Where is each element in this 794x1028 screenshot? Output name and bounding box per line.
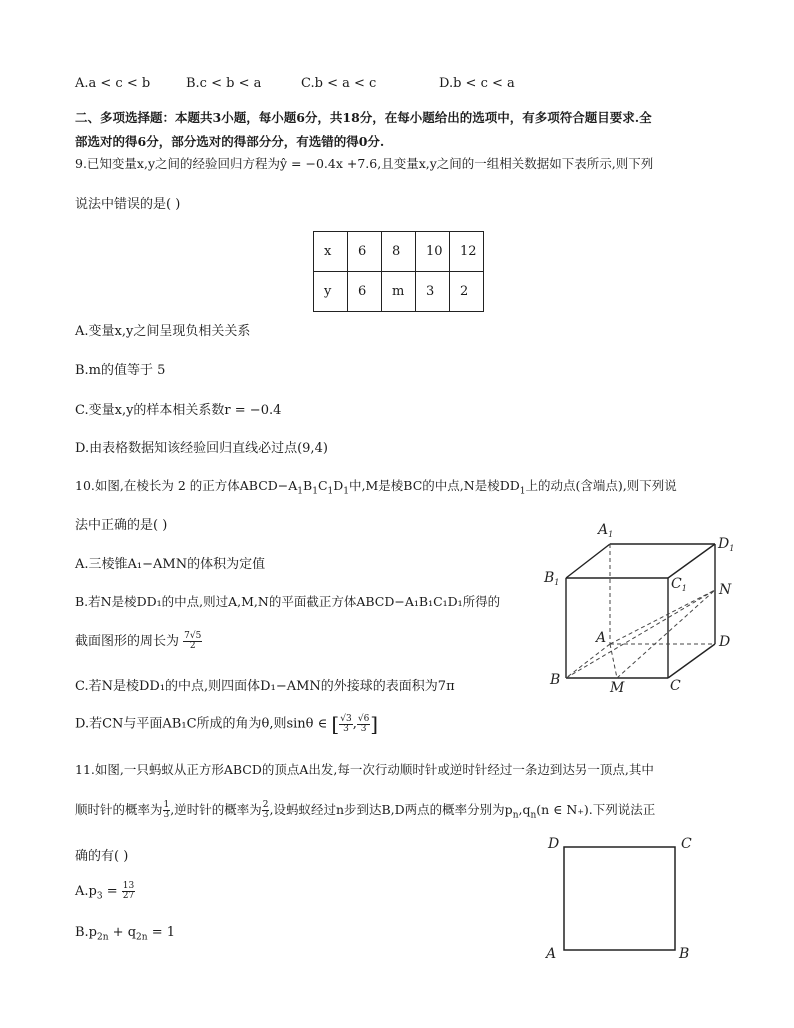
q11-stem-text: ,设蚂蚁经过n步到达B,D两点的概率分别为p — [269, 802, 513, 817]
q9-option-b: B.m的值等于 5 — [75, 363, 166, 378]
table-cell: x — [314, 232, 348, 272]
q10-stem-text: 10.如图,在棱长为 2 的正方体ABCD−A — [75, 478, 298, 493]
table-cell: y — [314, 272, 348, 312]
fraction-denominator: 3 — [343, 723, 349, 734]
fraction-denominator: 3 — [360, 723, 367, 734]
q11-stem-text: (n ∈ N₊).下列说法正 — [536, 802, 656, 817]
q11-stem-line2 — [75, 800, 655, 821]
square-abcd — [564, 847, 675, 950]
subscript: 2n — [136, 932, 148, 943]
q11-stem-text: ,逆时针的概率为 — [170, 802, 262, 817]
interval-bracket-close: ] — [370, 712, 379, 736]
table-cell: 3 — [416, 272, 450, 312]
fraction-numerator: √3 — [340, 713, 352, 724]
label-d: D — [548, 836, 560, 852]
table-cell: 6 — [348, 232, 382, 272]
fraction — [122, 882, 135, 901]
edge-c-d — [668, 644, 715, 678]
comma: , — [352, 716, 357, 732]
q8-option-b: B.c < b < a — [186, 76, 262, 91]
fraction — [357, 715, 370, 734]
fraction-numerator: 13 — [122, 881, 135, 891]
subscript: 1 — [312, 486, 318, 497]
q10-stem-text: C — [317, 478, 328, 493]
q10-stem-text: D — [333, 478, 344, 493]
label-b: B — [679, 946, 690, 962]
q11-stem-line3: 确的有( ) — [75, 849, 129, 864]
q10-stem-line1 — [75, 476, 677, 497]
subscript: 1 — [343, 486, 350, 497]
fraction-numerator: 1 — [163, 800, 170, 810]
q11-option-b — [75, 925, 175, 943]
subscript: 1 — [327, 486, 334, 497]
table-cell: 6 — [348, 272, 382, 312]
section2-line1: 二、多项选择题：本题共3小题，每小题6分，共18分，在每小题给出的选项中，有多项符合题目要求.全 — [75, 110, 652, 125]
q9-data-table — [313, 231, 484, 312]
q9-option-d: D.由表格数据知该经验回归直线必过点(9,4) — [75, 441, 328, 456]
label-a: A — [546, 946, 557, 962]
q11-option-a-text: = — [102, 884, 122, 899]
table-cell: 8 — [382, 232, 416, 272]
label-d: D — [719, 634, 731, 650]
fraction-numerator: √6 — [357, 713, 370, 724]
q10-option-c — [75, 675, 455, 694]
subscript: n — [530, 810, 537, 821]
q11-option-a — [75, 882, 135, 902]
cube-figure — [538, 512, 748, 702]
subscript: 1 — [297, 486, 304, 497]
fraction-denominator: 27 — [122, 891, 135, 901]
q10-option-b-line1: B.若N是棱DD₁的中点,则过A,M,N的平面截正方体ABCD−A₁B₁C₁D₁所得的 — [75, 594, 501, 609]
section2-line2: 部选对的得6分，部分选对的得部分分，有选错的得0分. — [75, 134, 385, 149]
edge-c1-d1 — [668, 544, 715, 578]
fraction-numerator: 7√5 — [184, 631, 202, 641]
subscript: 1 — [519, 486, 526, 497]
q9-option-c: C.变量x,y的样本相关系数r = −0.4 — [75, 403, 282, 418]
q9-option-a: A.变量x,y之间呈现负相关关系 — [75, 324, 251, 339]
q8-option-a: A.a < c < b — [75, 76, 151, 91]
fraction-denominator: 2 — [189, 641, 196, 651]
fraction-denominator: 3 — [163, 810, 170, 820]
label-c1: $C_1$ — [671, 576, 687, 593]
q8-option-c: C.b < a < c — [301, 76, 377, 91]
hidden-edge-a-m — [610, 644, 617, 678]
fraction-numerator: 2 — [262, 800, 269, 810]
q10-option-c-text: C.若N是棱DD₁的中点,则四面体D₁−AMN的外接球的表面积为 — [75, 679, 438, 694]
fraction — [183, 632, 202, 651]
label-n: N — [719, 582, 732, 598]
hidden-edge-m-n — [617, 590, 715, 678]
q10-option-d-text: D.若CN与平面AB₁C所成的角为θ,则sin⁡θ ∈ — [75, 716, 328, 732]
label-b1: $B_1$ — [544, 570, 560, 587]
label-d1: $D_1$ — [718, 536, 735, 553]
q10-stem-line2: 法中正确的是( ) — [75, 518, 168, 533]
q9-stem-line1: 9.已知变量x,y之间的经验回归方程为ŷ = −0.4x +7.6,且变量x,y之间的一组相关数据如下表所示,则下列 — [75, 156, 654, 171]
q10-option-c-value: 7π — [437, 679, 455, 694]
q10-option-b-text: 截面图形的周长为 — [75, 634, 180, 649]
square-figure — [540, 830, 710, 965]
label-b: B — [550, 672, 561, 688]
q11-option-b-text: B.p — [75, 925, 98, 940]
table-row — [314, 232, 484, 272]
q10-option-a: A.三棱锥A₁−AMN的体积为定值 — [75, 557, 266, 572]
fraction — [339, 715, 352, 734]
hidden-edge-b-n — [566, 590, 715, 678]
table-cell: m — [382, 272, 416, 312]
table-row — [314, 272, 484, 312]
q11-option-b-text: = 1 — [147, 925, 175, 940]
q10-option-d — [75, 712, 378, 736]
q11-stem-text: 顺时针的概率为 — [75, 802, 163, 817]
q8-options — [75, 76, 575, 94]
q11-option-b-text: + q — [108, 925, 137, 940]
label-a: A — [596, 630, 607, 646]
label-c: C — [681, 836, 692, 852]
hidden-edge-a-b — [566, 644, 610, 678]
q11-stem-line1: 11.如图,一只蚂蚁从正方形ABCD的顶点A出发,每一次行动顺时针或逆时针经过一条边到达另一顶点,其中 — [75, 762, 654, 777]
label-c: C — [670, 678, 681, 694]
q10-stem-text: 中,M是棱BC的中点,N是棱DD — [349, 478, 520, 493]
q9-stem-line2: 说法中错误的是( ) — [75, 197, 181, 212]
q10-stem-text: B — [303, 478, 313, 493]
edge-b1-a1 — [566, 544, 610, 578]
q10-option-b-line2 — [75, 630, 202, 651]
table-cell: 2 — [450, 272, 484, 312]
hidden-edge-a-n — [610, 590, 715, 644]
q10-stem-text: 上的动点(含端点),则下列说 — [525, 478, 677, 493]
label-m: M — [610, 680, 625, 696]
subscript: 2n — [97, 932, 109, 943]
fraction-denominator: 3 — [262, 810, 269, 820]
interval-bracket-open: [ — [331, 712, 340, 736]
label-a1: $A_1$ — [598, 522, 614, 539]
q8-option-d: D.b < c < a — [439, 76, 515, 91]
table-cell: 12 — [450, 232, 484, 272]
q11-option-a-text: A.p — [75, 884, 97, 899]
subscript: n — [512, 810, 519, 821]
q11-stem-text: ,q — [518, 802, 531, 817]
table-cell: 10 — [416, 232, 450, 272]
subscript: 3 — [96, 891, 103, 902]
